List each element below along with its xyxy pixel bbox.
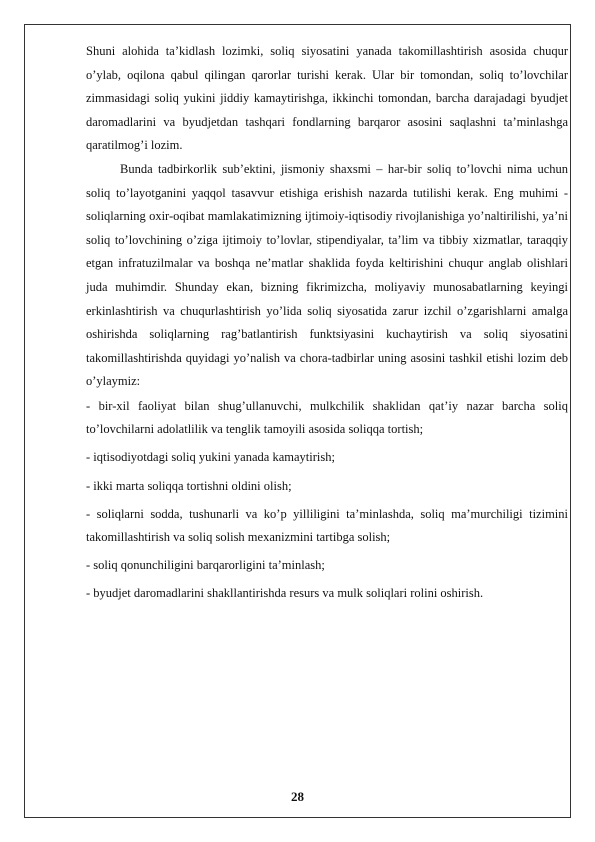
page-number: 28 xyxy=(291,789,304,804)
document-body xyxy=(86,40,568,606)
list-item: - ikki marta soliqqa tortishni oldini olish; xyxy=(86,478,292,493)
list-item: - bir-xil faoliyat bilan shug’ullanuvchi, mulkchilik shaklidan qat’iy nazar barcha soliq to’lovchilarni adolatlilik va tenglik tamoyili asosida soliqqa tortish; xyxy=(86,398,568,437)
list-item: - soliqlarni sodda, tushunarli va ko’p yilliligini ta’minlashda, soliq ma’murchiligi tizimini takomillashtirish va soliq solish mexanizmini tartibga solish; xyxy=(86,506,568,544)
paragraph-2: Bunda tadbirkorlik sub’ektini, jismoniy shaxsmi – har-bir soliq to’lovchi nima uchun soliq to’layotganini yaqqol tasavvur etishiga erishish nazarda tutilishi kerak. Eng muhimi - soliqlarning oxir-oqibat mamlakatimizning ijtimoiy-iqtisodiy rivojlanishiga yo’naltirilishi, ya’ni soliq to’lovchining o’ziga ijtimoiy to’lovlar, stipendiyalar, ta’lim va tibbiy xizmatlar, taraqqiy etgan infratuzilmalar va boshqa ne’matlar shaklida foyda keltirishini chuqur anglab olishlari juda muhimdir. Shunday ekan, bizning fikrimizcha, moliyaviy munosabatlarning keyingi erkinlashtirish va chuqurlashtirish yo’lida soliq siyosatida zarur izchil o’zgarishlarni amalga oshirishda soliqlarning rag’batlantirish funktsiyasini kuchaytirish va soliq siyosatini takomillashtirishda quyidagi yo’nalish va chora-tadbirlar uning asosini tashkil etishi lozim deb o’ylaymiz: xyxy=(86,161,568,389)
list-item: - iqtisodiyotdagi soliq yukini yanada kamaytirish; xyxy=(86,450,335,465)
list-item: - soliq qonunchiligini barqarorligini ta’minlash; xyxy=(86,558,325,573)
list-item: - byudjet daromadlarini shakllantirishda resurs va mulk soliqlari rolini oshirish. xyxy=(86,586,484,601)
paragraph-1: Shuni alohida ta’kidlash lozimki, soliq siyosatini yanada takomillashtirish asosida chuqur o’ylab, oqilona qabul qilingan qarorlar turishi kerak. Ular bir tomondan, soliq to’lovchilar zimmasidagi soliq yukini jiddiy kamaytirishga, ikkinchi tomondan, barcha darajadagi byudjet daromadlarini va byudjetdan tashqari fondlarning barqaror asosini saqlashni ta’minlashga qaratilmog’i lozim. xyxy=(86,44,568,153)
